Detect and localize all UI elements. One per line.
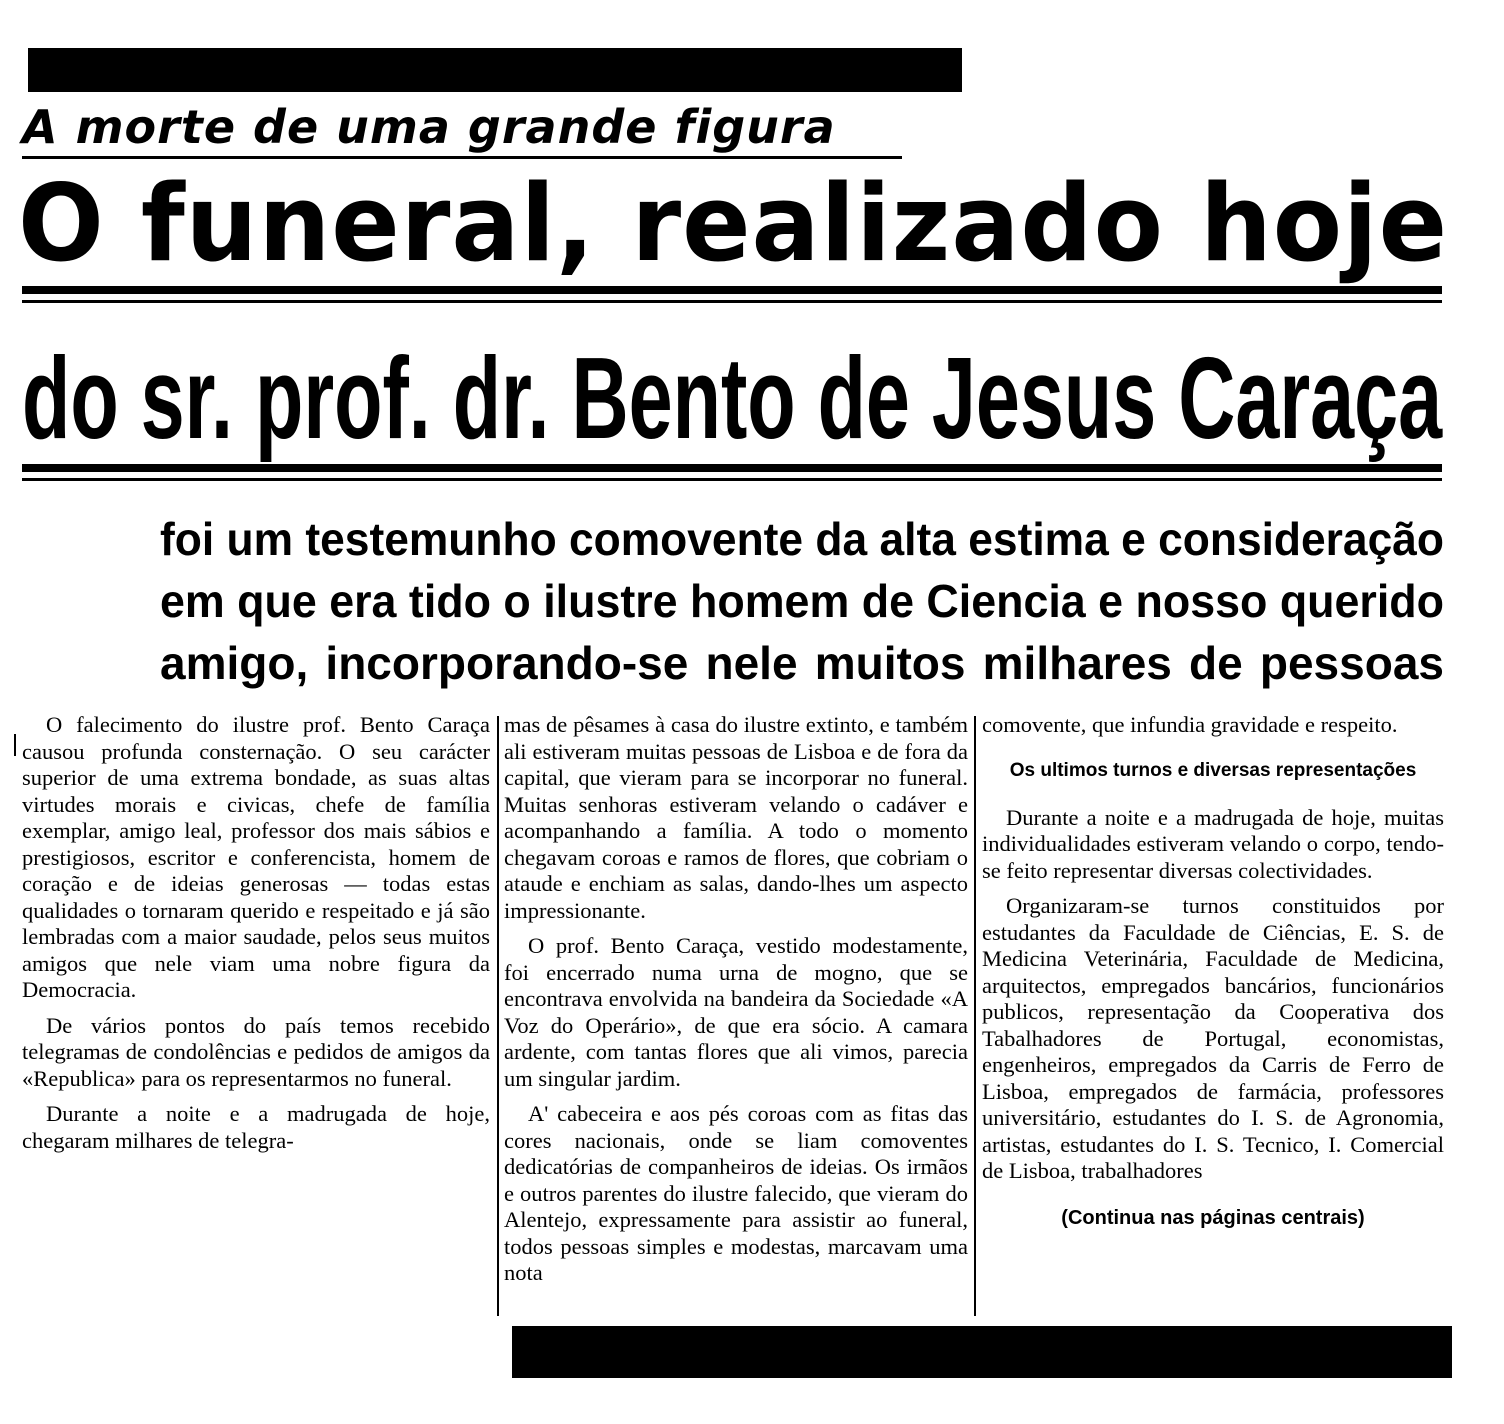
column-divider [974,716,976,1316]
continued-note: (Continua nas páginas centrais) [1061,1206,1365,1229]
deck-line-1: foi um testemunho comovente da alta estima e consideração [160,513,1444,565]
paragraph: O falecimento do ilustre prof. Bento Caraça causou profunda consternação. O seu carácter superior de uma extrema bondade, as suas altas virtudes morais e civicas, chefe de família exemplar, amigo leal, professor dos mais sábios e prestigiosos, escritor e conferencista, homem de coração e de ideias generosas — todas estas qualidades o tornaram querido e respeitado e já são lembradas com a maior saudade, pelos seus muitos amigos que nele viam uma nobre figura da Democracia. [22,712,490,1002]
top-black-bar [28,48,962,92]
paragraph: Organizaram-se turnos constituidos por estudantes da Faculdade de Ciências, E. S. de Medicina Veterinária, Faculdade de Medicina, arquitectos, empregados bancários, funcionários publicos, representação da Cooperativa dos Tabalhadores de Portugal, economistas, engenheiros, empregados da Carris de Ferro de Lisboa, empregados de farmácia, professores universitário, estudantes do I. S. de Agronomia, artistas, estudantes do I. S. Tecnico, I. Comercial de Lisboa, trabalhadores [982,893,1444,1183]
article-column-3 [982,712,1444,1231]
headline-line-2: do sr. prof. dr. Bento de Jesus Caraça [22,333,1443,463]
margin-mark [14,734,16,756]
headline-rule-lower [22,464,1442,472]
paragraph: O prof. Bento Caraça, vestido modestamente, foi encerrado numa urna de mogno, que se encontrava envolvida na bandeira da Sociedade «A Voz do Operário», de que era sócio. A camara ardente, com tantas flores que ali vimos, parecia um singular jardim. [504,933,968,1091]
headline-rule-upper-thin [22,300,1442,303]
kicker-heading: A morte de uma grande figura [22,100,836,154]
article-column-1 [22,712,490,1154]
deck-line-2: em que era tido o ilustre homem de Ciencia e nosso querido [160,575,1444,627]
column-divider [497,716,499,1316]
paragraph: comovente, que infundia gravidade e respeito. [982,712,1398,737]
article-column-2 [504,712,968,1287]
paragraph: De vários pontos do país temos recebido telegramas de condolências e pedidos de amigos da «Republica» para os representarmos no funeral. [22,1012,490,1091]
paragraph: Durante a noite e a madrugada de hoje, muitas individualidades estiveram velando o corpo, tendo-se feito representar diversas colectividades. [982,804,1444,883]
kicker-underline [22,156,902,159]
bottom-black-bar [512,1326,1452,1378]
paragraph: A' cabeceira e aos pés coroas com as fitas das cores nacionais, onde se liam comoventes dedicatórias de companheiros de ideias. Os irmãos e outros parentes do ilustre falecido, que vieram do Alentejo, expressamente para assistir ao funeral, todos pessoas simples e modestas, marcavam uma nota [504,1101,968,1285]
deck-line-3: amigo, incorporando-se nele muitos milhares de pessoas [160,637,1444,689]
subheading: Os ultimos turnos e diversas representações [1009,759,1417,781]
headline-line-1: O funeral, realizado hoje [18,162,1448,285]
headline-rule-upper [22,286,1442,294]
headline-rule-lower-thin [22,478,1442,481]
paragraph: Durante a noite e a madrugada de hoje, chegaram milhares de telegra- [22,1101,490,1153]
paragraph: mas de pêsames à casa do ilustre extinto, e também ali estiveram muitas pessoas de Lisboa e de fora da capital, que vieram para se incorporar no funeral. Muitas senhoras estiveram velando o cadáver e acompanhando a família. A todo o momento chegavam coroas e ramos de flores, que cobriam o ataude e enchiam as salas, dando-lhes um aspecto impressionante. [504,712,968,923]
